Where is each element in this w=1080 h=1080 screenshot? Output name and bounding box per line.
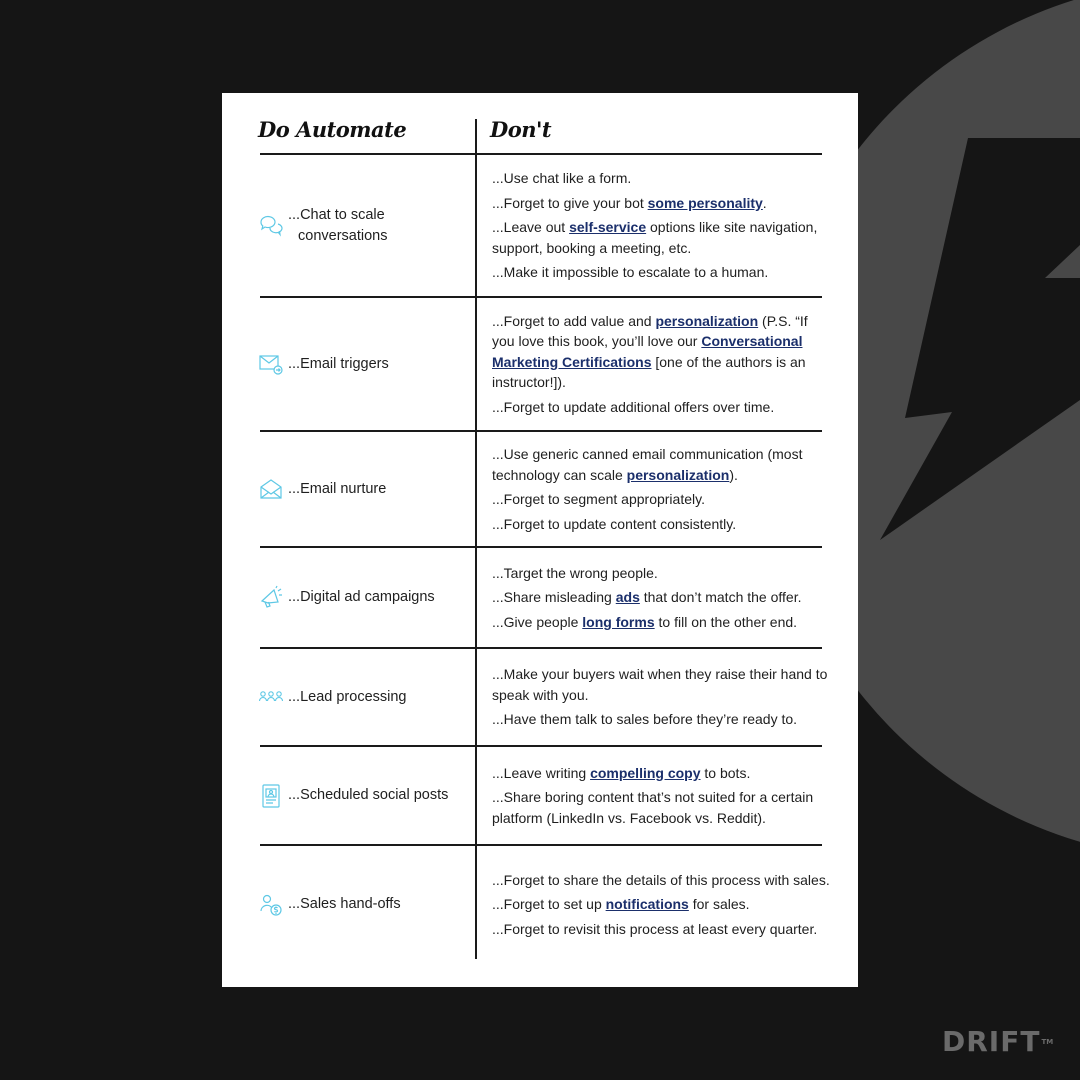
text-segment: ...Forget to segment appropriately. bbox=[492, 491, 705, 507]
people-group-icon bbox=[258, 684, 284, 710]
row-5-left bbox=[258, 649, 472, 745]
inline-link[interactable]: Conversational Marketing Certifications bbox=[492, 333, 803, 370]
dont-item bbox=[492, 193, 832, 214]
dont-item bbox=[492, 168, 832, 189]
text-segment: ...Share misleading bbox=[492, 589, 616, 606]
text-segment: ...Share boring content that’s not suited for a certain platform (LinkedIn vs. Facebook vs. Reddit). bbox=[492, 789, 814, 826]
megaphone-icon bbox=[258, 585, 284, 611]
row-6-label: ...Scheduled social posts bbox=[288, 787, 449, 803]
row-2-left bbox=[258, 298, 472, 430]
text-segment: . bbox=[762, 194, 767, 211]
dont-item bbox=[492, 587, 832, 608]
dont-item bbox=[492, 217, 832, 258]
row-5-label: ...Lead processing bbox=[288, 688, 407, 705]
row-7-label: ...Sales hand-offs bbox=[288, 896, 401, 912]
dont-item bbox=[492, 894, 832, 915]
text-segment: ...Forget to add value and bbox=[492, 312, 656, 329]
text-segment: ...Forget to give your bot bbox=[492, 194, 648, 211]
row-6-left bbox=[258, 747, 472, 844]
inline-link[interactable]: some personality bbox=[647, 194, 763, 211]
row-5-right bbox=[492, 649, 832, 745]
dont-item bbox=[492, 262, 832, 283]
text-segment: ...Make it impossible to escalate to a human. bbox=[492, 264, 769, 281]
text-segment: ...Leave out bbox=[492, 219, 570, 236]
dont-item bbox=[492, 444, 832, 485]
row-2-label: ...Email triggers bbox=[288, 355, 389, 372]
document-card bbox=[222, 93, 858, 987]
text-segment: that don’t match the offer. bbox=[639, 589, 802, 606]
inline-link[interactable]: self-service bbox=[569, 219, 647, 236]
dont-item bbox=[492, 311, 832, 393]
text-segment: [one of the authors is an instructor!]). bbox=[492, 353, 806, 391]
dont-item bbox=[492, 787, 832, 828]
text-segment: ...Leave writing bbox=[492, 764, 591, 781]
row-6-right bbox=[492, 747, 832, 844]
row-4-left bbox=[258, 548, 472, 647]
text-segment: ...Give people bbox=[492, 613, 583, 630]
drift-logo bbox=[942, 1027, 1053, 1057]
row-2-right bbox=[492, 298, 832, 430]
row-3-left bbox=[258, 432, 472, 546]
text-segment: ...Have them talk to sales before they’re ready to. bbox=[492, 711, 798, 728]
text-segment: ...Make your buyers wait when they raise their hand to speak with you. bbox=[492, 666, 828, 703]
dont-item bbox=[492, 563, 832, 584]
text-segment: ...Forget to share the details of this process with sales. bbox=[492, 871, 830, 888]
text-segment: ...Forget to update additional offers over time. bbox=[492, 398, 775, 415]
dont-item bbox=[492, 514, 832, 535]
text-segment: ...Use chat like a form. bbox=[492, 170, 632, 187]
column-divider bbox=[475, 119, 477, 959]
row-1-label: ...Chat to scale conversations bbox=[288, 206, 388, 244]
row-4-label: ...Digital ad campaigns bbox=[288, 589, 435, 605]
inline-link[interactable]: notifications bbox=[605, 896, 689, 913]
inline-link[interactable]: ads bbox=[615, 589, 640, 606]
text-segment: ). bbox=[729, 466, 738, 483]
email-send-icon bbox=[258, 351, 284, 377]
inline-link[interactable]: personalization bbox=[655, 312, 759, 329]
text-segment: ...Forget to revisit this process at least every quarter. bbox=[492, 920, 818, 937]
chat-bubbles-icon bbox=[258, 213, 284, 239]
dont-heading: Don't bbox=[490, 117, 552, 142]
dont-item bbox=[492, 397, 832, 418]
text-segment: options like site navigation, support, booking a meeting, etc. bbox=[492, 219, 818, 256]
text-segment: for sales. bbox=[688, 896, 750, 913]
row-7-left bbox=[258, 846, 472, 963]
inline-link[interactable]: long forms bbox=[582, 613, 655, 630]
dont-item bbox=[492, 919, 832, 940]
logo-trademark: TM bbox=[1041, 1038, 1054, 1046]
text-segment: to fill on the other end. bbox=[654, 613, 798, 630]
dont-item bbox=[492, 664, 832, 705]
do-automate-heading: Do Automate bbox=[258, 117, 407, 142]
social-post-icon bbox=[258, 783, 284, 809]
open-envelope-icon bbox=[258, 476, 284, 502]
text-segment: ...Forget to set up bbox=[492, 896, 606, 913]
row-3-label: ...Email nurture bbox=[288, 480, 387, 497]
dont-item bbox=[492, 709, 832, 730]
row-4-right bbox=[492, 548, 832, 647]
inline-link[interactable]: compelling copy bbox=[590, 764, 701, 781]
person-dollar-icon bbox=[258, 892, 284, 918]
row-1-right bbox=[492, 155, 832, 296]
dont-item bbox=[492, 612, 832, 633]
row-7-right bbox=[492, 846, 832, 963]
dont-item bbox=[492, 763, 832, 784]
dont-item bbox=[492, 870, 832, 891]
inline-link[interactable]: personalization bbox=[626, 466, 730, 483]
text-segment: ...Target the wrong people. bbox=[492, 564, 658, 581]
text-segment: (P.S. “If you love this book, you’ll love our bbox=[492, 312, 808, 350]
text-segment: ...Use generic canned email communication (most technology can scale bbox=[492, 446, 803, 483]
row-3-right bbox=[492, 432, 832, 546]
text-segment: to bots. bbox=[700, 764, 751, 781]
dont-item bbox=[492, 489, 832, 510]
logo-text: DRIFT bbox=[942, 1025, 1041, 1058]
row-1-left bbox=[258, 155, 472, 296]
text-segment: ...Forget to update content consistently. bbox=[492, 515, 737, 532]
